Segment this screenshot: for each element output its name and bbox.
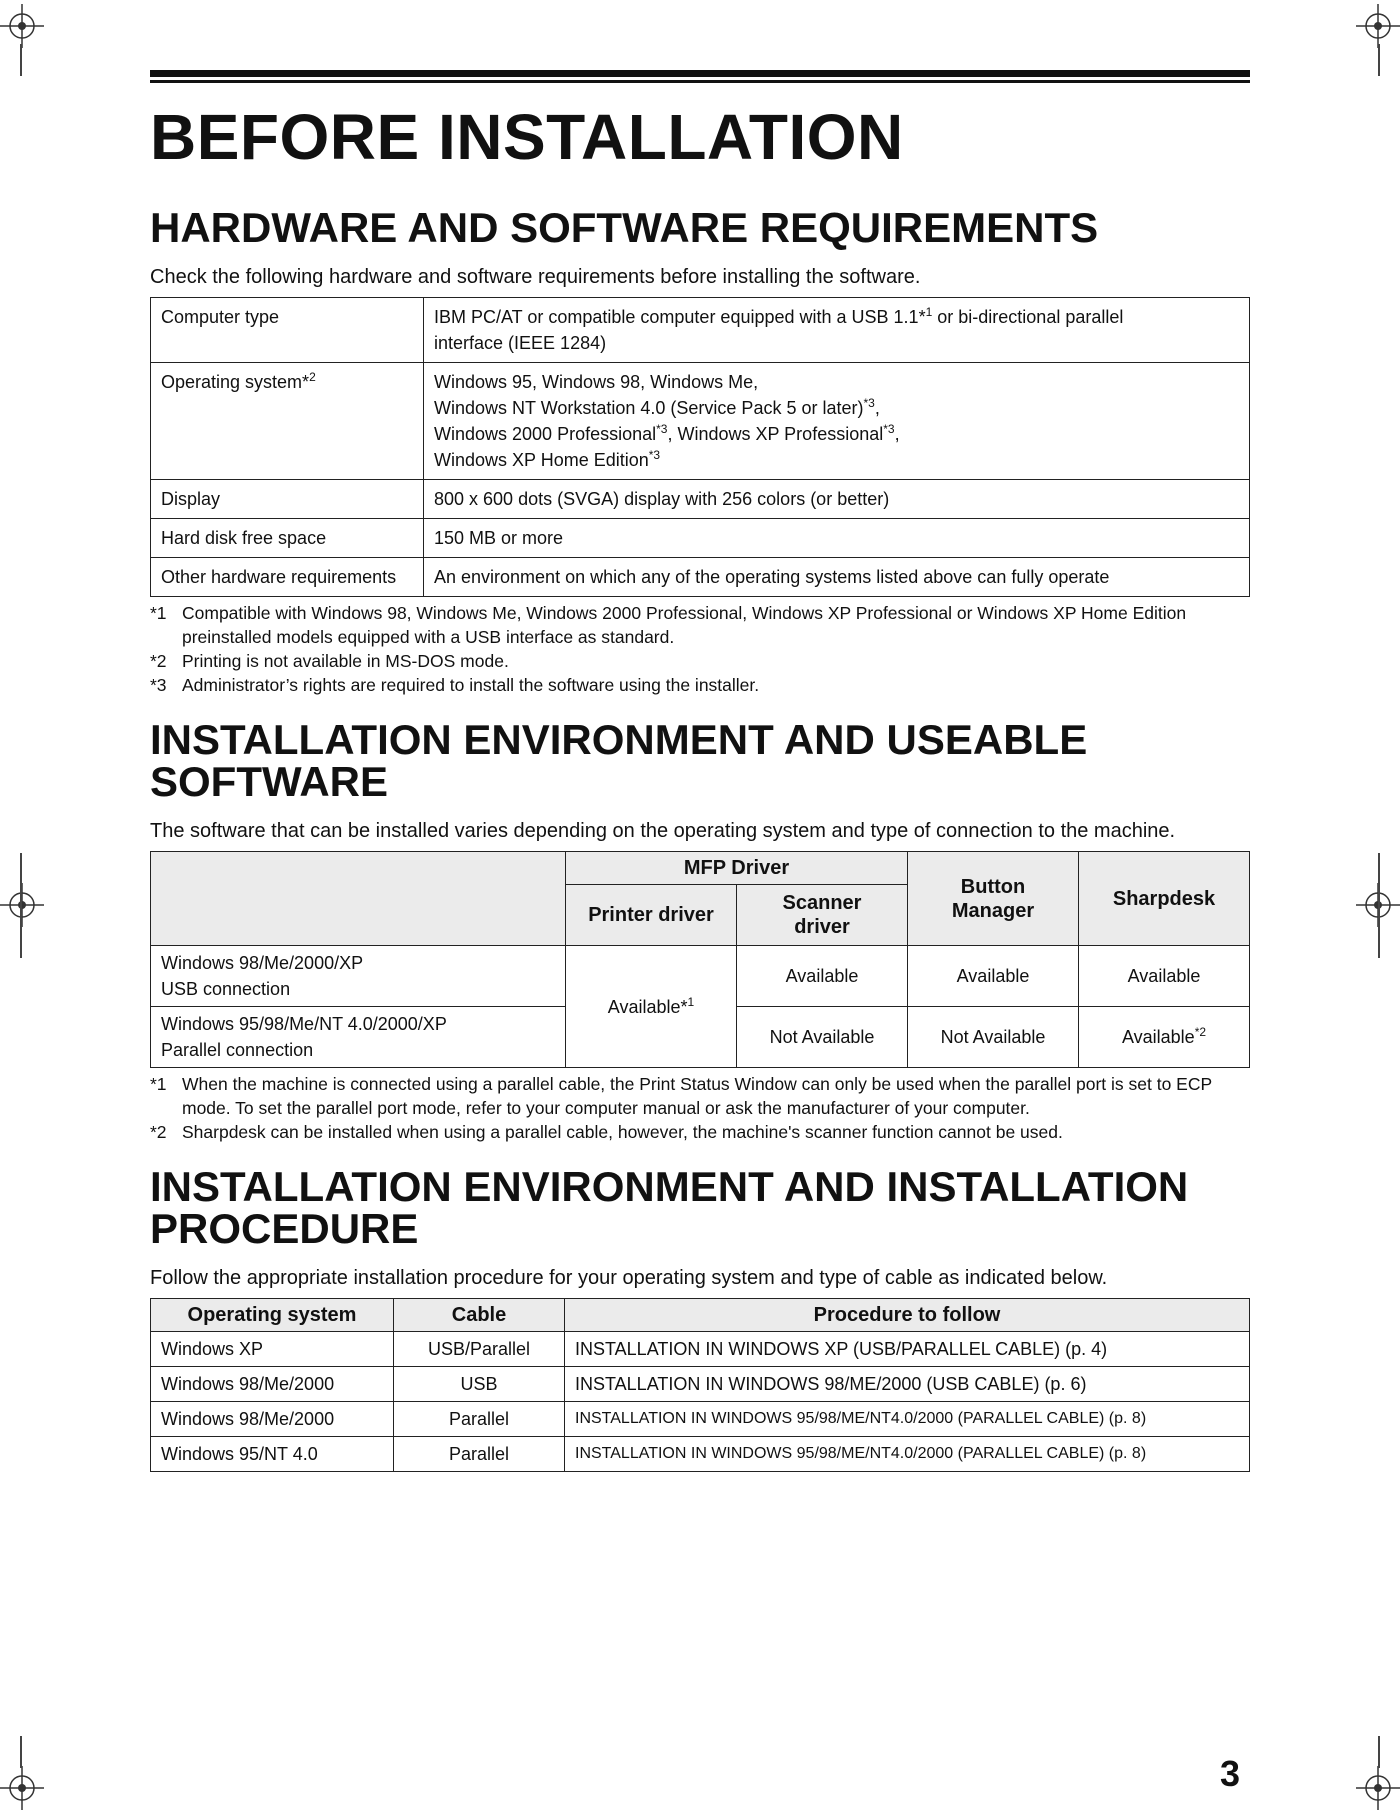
footnote: *1 When the machine is connected using a parallel cable, the Print Status Window can only be used when the parallel port is set to ECP mode. To set the parallel port mode, refer to your computer manual or ask the manufacturer of your computer. (150, 1074, 1212, 1118)
footnote: *2 Sharpdesk can be installed when using a parallel cable, however, the machine's scanner function cannot be used. (150, 1122, 1063, 1142)
crop-line (20, 1736, 22, 1768)
registration-mark-icon (1356, 1766, 1400, 1810)
os-cell: Windows 95/NT 4.0 (151, 1437, 394, 1472)
procedure-cell: INSTALLATION IN WINDOWS 95/98/ME/NT4.0/2000 (PARALLEL CABLE) (p. 8) (565, 1402, 1250, 1437)
header-cable: Cable (394, 1299, 565, 1332)
table-row (151, 946, 1250, 1007)
section-intro: Follow the appropriate installation procedure for your operating system and type of cable as indicated below. (150, 1267, 1108, 1289)
footnote: *3 Administrator’s rights are required to install the software using the installer. (150, 675, 760, 695)
requirements-table (150, 297, 1250, 597)
footnotes (150, 601, 1250, 697)
header-row (151, 1299, 1250, 1332)
registration-mark-icon (1356, 4, 1400, 48)
cable-cell: USB/Parallel (394, 1332, 565, 1367)
crop-line (1378, 1736, 1380, 1768)
printer-driver-cell: Available*$^1$ (566, 946, 737, 1068)
row-label: Operating system*$^2$ (151, 363, 424, 480)
software-table (150, 851, 1250, 1068)
table-row (151, 298, 1250, 363)
crop-line (20, 44, 22, 76)
cable-cell: Parallel (394, 1402, 565, 1437)
footnote: *2 Printing is not available in MS-DOS mode. (150, 651, 509, 671)
header-mfp-driver: MFP Driver (566, 852, 908, 885)
row-value: IBM PC/AT or compatible computer equipped with a USB 1.1*$^1$ or bi-directional parallel interface (IEEE 1284) (424, 298, 1250, 363)
table-row (151, 480, 1250, 519)
section-heading: INSTALLATION ENVIRONMENT AND INSTALLATION PROCEDURE (150, 1163, 1189, 1252)
header-empty (151, 852, 566, 946)
table-row (151, 558, 1250, 597)
scanner-cell: Not Available (737, 1007, 908, 1068)
cable-cell: Parallel (394, 1437, 565, 1472)
header-sharpdesk: Sharpdesk (1079, 852, 1250, 946)
registration-mark-icon (0, 1766, 44, 1810)
registration-mark-icon (0, 4, 44, 48)
table-row (151, 1367, 1250, 1402)
row-value: 800 x 600 dots (SVGA) display with 256 colors (or better) (424, 480, 1250, 519)
header-printer-driver: Printer driver (566, 885, 737, 946)
row-label: Windows 95/98/Me/NT 4.0/2000/XP Parallel connection (151, 1007, 566, 1068)
procedure-cell: INSTALLATION IN WINDOWS 98/ME/2000 (USB CABLE) (p. 6) (565, 1367, 1250, 1402)
cable-cell: USB (394, 1367, 565, 1402)
button-manager-cell: Available (908, 946, 1079, 1007)
table-row (151, 1332, 1250, 1367)
header-rule (150, 70, 1250, 77)
table-row (151, 1437, 1250, 1472)
registration-mark-icon (0, 883, 44, 927)
row-value: 150 MB or more (424, 519, 1250, 558)
table-row (151, 1402, 1250, 1437)
section-heading: INSTALLATION ENVIRONMENT AND USEABLE SOFTWARE (150, 716, 1088, 805)
button-manager-cell: Not Available (908, 1007, 1079, 1068)
header-row (151, 852, 1250, 885)
row-label: Hard disk free space (151, 519, 424, 558)
header-procedure: Procedure to follow (565, 1299, 1250, 1332)
row-label: Windows 98/Me/2000/XP USB connection (151, 946, 566, 1007)
crop-line (1378, 853, 1380, 958)
header-operating-system: Operating system (151, 1299, 394, 1332)
os-cell: Windows 98/Me/2000 (151, 1367, 394, 1402)
footnotes (150, 1072, 1250, 1144)
footnote: *1 Compatible with Windows 98, Windows Me, Windows 2000 Professional, Windows XP Professional or Windows XP Home Edition preinstalled models equipped with a USB interface as standard. (150, 603, 1187, 647)
os-cell: Windows XP (151, 1332, 394, 1367)
page-title: BEFORE INSTALLATION (150, 101, 904, 173)
row-label: Computer type (151, 298, 424, 363)
procedure-table (150, 1298, 1250, 1472)
section-intro: Check the following hardware and software requirements before installing the software. (150, 266, 921, 288)
sharpdesk-cell: Available (1079, 946, 1250, 1007)
row-label: Display (151, 480, 424, 519)
section-intro: The software that can be installed varies depending on the operating system and type of connection to the machine. (150, 820, 1176, 842)
row-value: An environment on which any of the operating systems listed above can fully operate (424, 558, 1250, 597)
row-value: Windows 95, Windows 98, Windows Me, Windows NT Workstation 4.0 (Service Pack 5 or later)$^{*3}$, Windows 2000 Professional$^{*3}$, Windows XP Professional$^{*3}$, Windows XP Home Edition$^{*3}$ (424, 363, 1250, 480)
procedure-cell: INSTALLATION IN WINDOWS XP (USB/PARALLEL CABLE) (p. 4) (565, 1332, 1250, 1367)
scanner-cell: Available (737, 946, 908, 1007)
section-heading: HARDWARE AND SOFTWARE REQUIREMENTS (150, 204, 1099, 251)
row-label: Other hardware requirements (151, 558, 424, 597)
document-page (150, 70, 1250, 1472)
header-rule (150, 80, 1250, 83)
crop-line (1378, 44, 1380, 76)
table-row (151, 363, 1250, 480)
crop-line (20, 853, 22, 958)
table-row (151, 519, 1250, 558)
page-number: 3 (1220, 1753, 1241, 1794)
header-scanner-driver: Scanner driver (737, 885, 908, 946)
header-button-manager: Button Manager (908, 852, 1079, 946)
sharpdesk-cell: Available$^{*2}$ (1079, 1007, 1250, 1068)
os-cell: Windows 98/Me/2000 (151, 1402, 394, 1437)
procedure-cell: INSTALLATION IN WINDOWS 95/98/ME/NT4.0/2000 (PARALLEL CABLE) (p. 8) (565, 1437, 1250, 1472)
